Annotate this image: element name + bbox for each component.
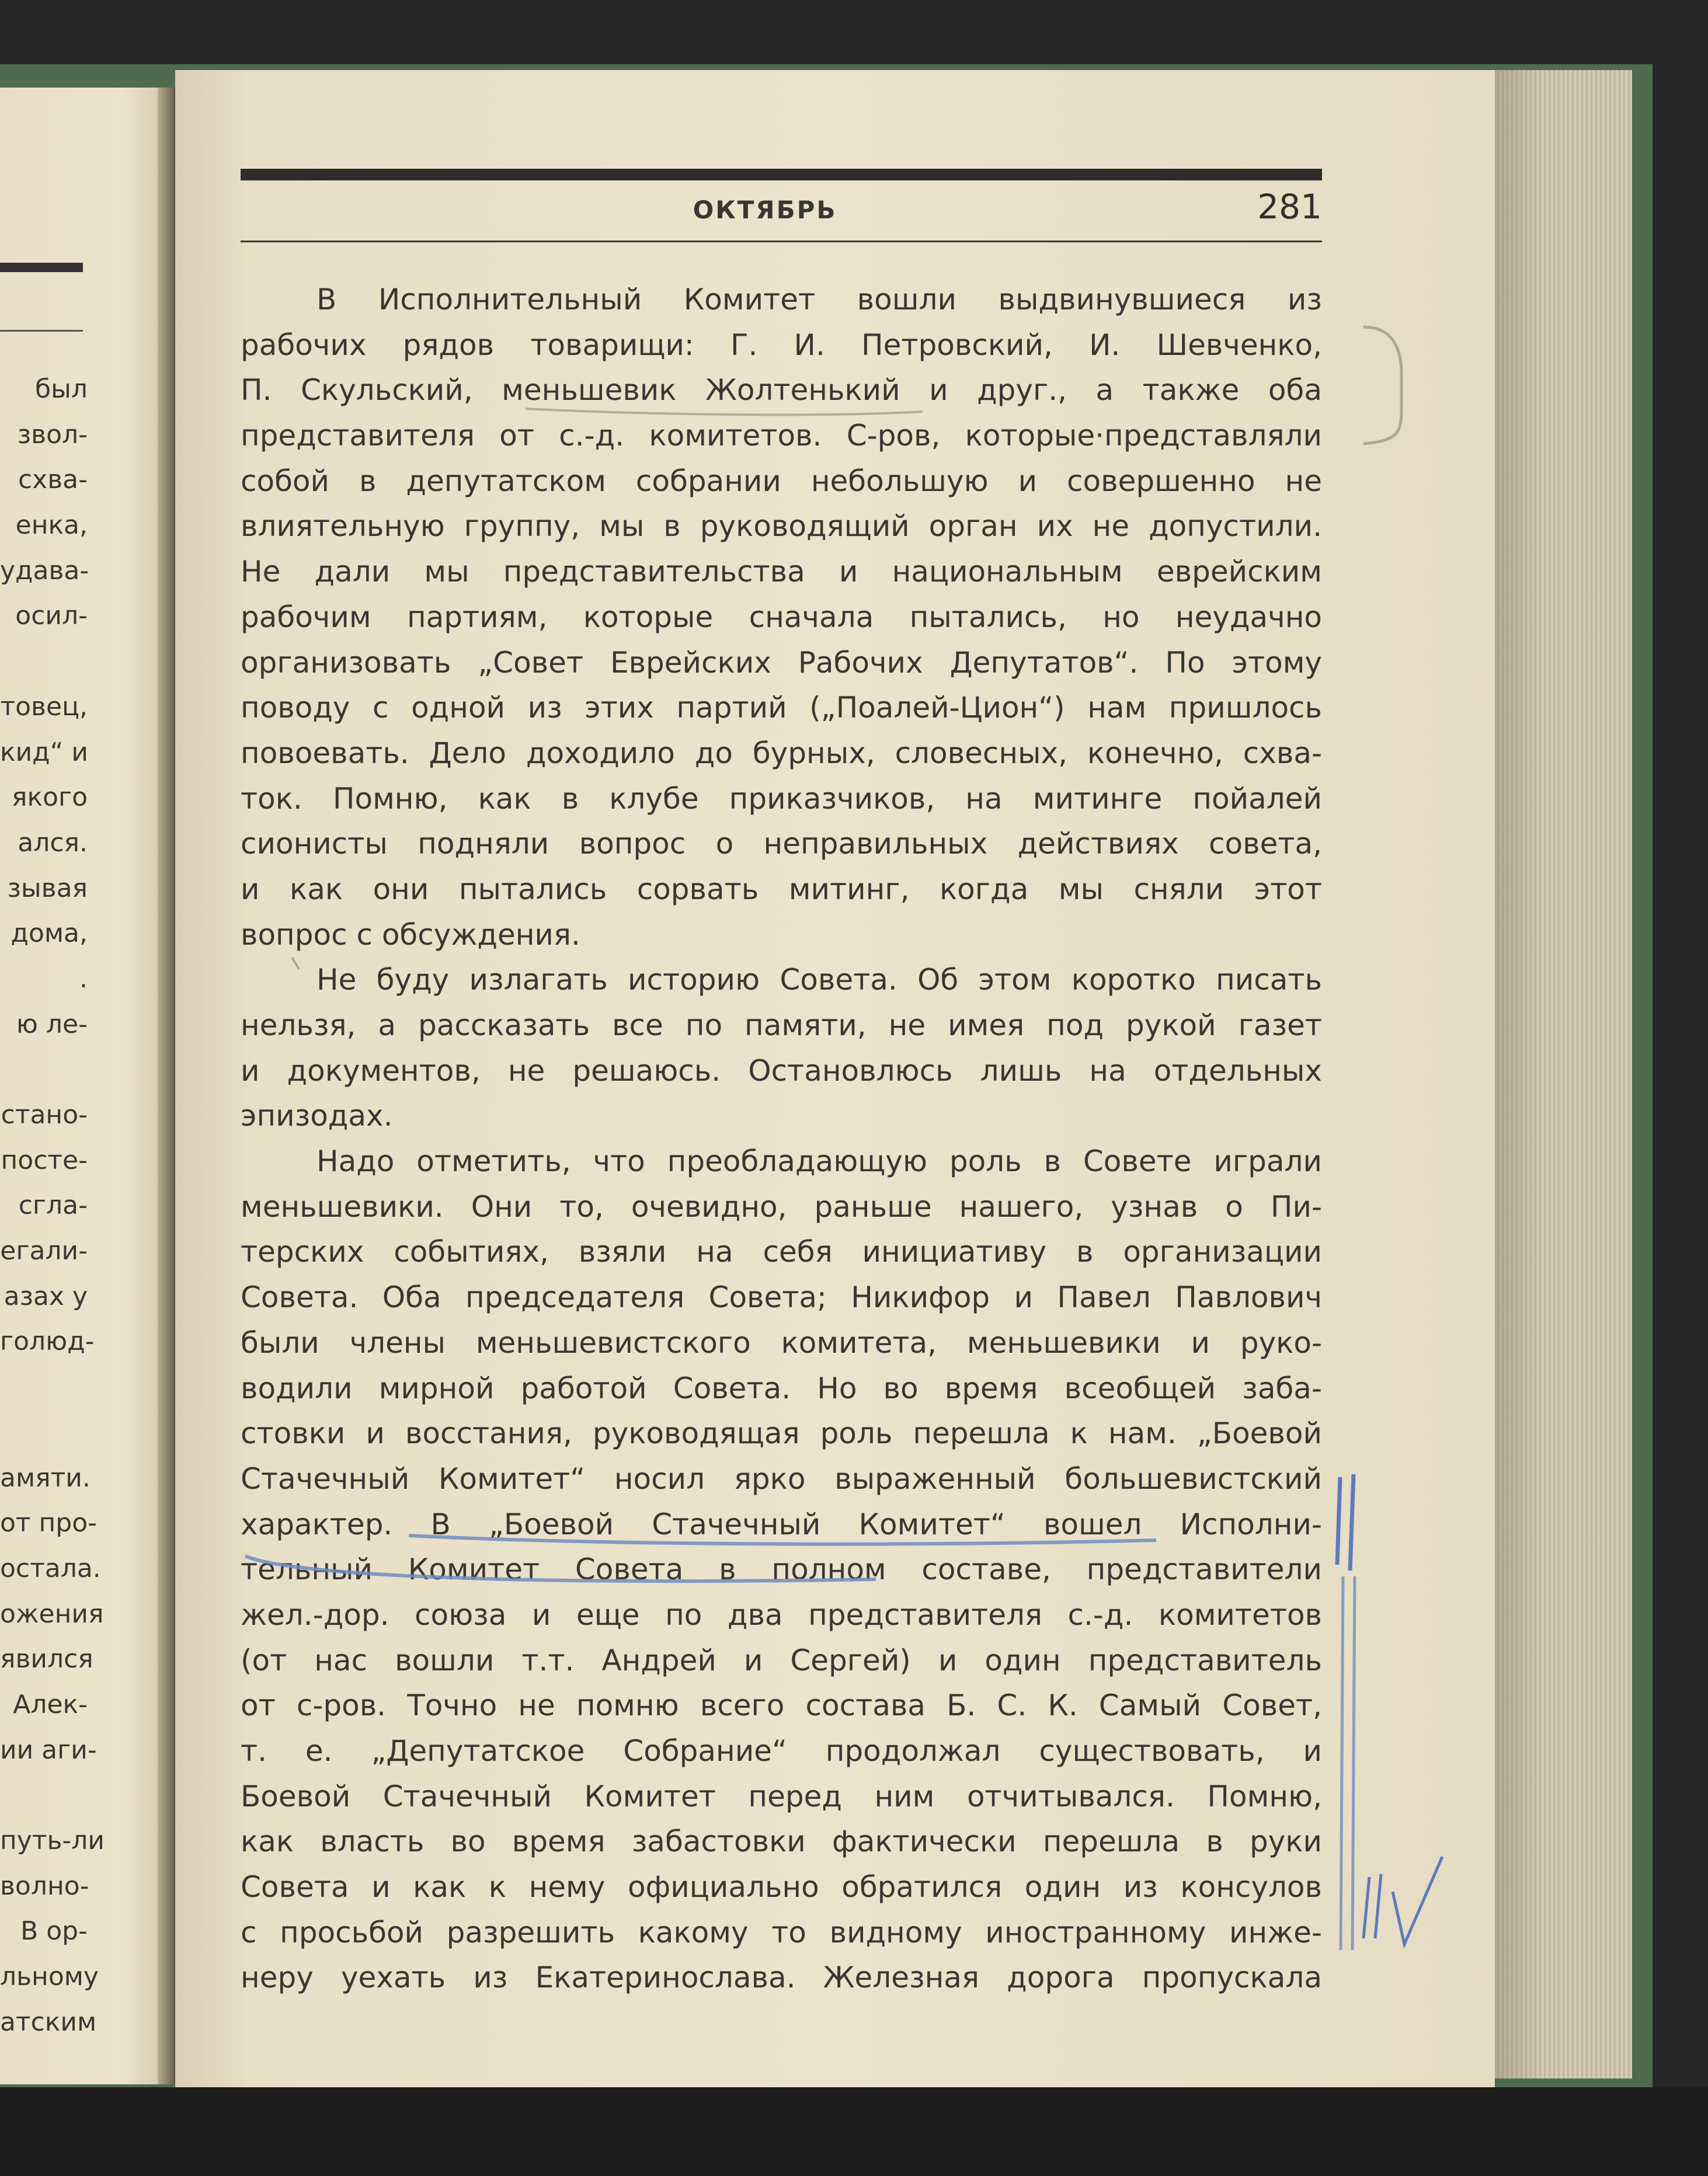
text-line: Боевой Стачечный Комитет перед ним отчитывался. Помню, (241, 1779, 1322, 1813)
left-page-line: схва- (18, 465, 88, 495)
left-page-line: зывая (7, 873, 88, 903)
text-line: рабочим партиям, которые сначала пытались, но неудачно (241, 600, 1322, 634)
page-edges-shade (1495, 70, 1542, 2078)
left-page-line: товец, (0, 691, 88, 722)
left-page-line: кид“ и (0, 737, 88, 767)
text-line: В Исполнительный Комитет вошли выдвинувшиеся из (316, 283, 1322, 316)
text-line: меньшевики. Они то, очевидно, раньше нашего, узнав о Пи- (241, 1189, 1322, 1224)
left-page-line: дома, (11, 918, 88, 949)
left-page-line: ии аги- (0, 1735, 97, 1765)
text-line: и документов, не решаюсь. Остановлюсь лишь на отдельных (241, 1053, 1322, 1088)
left-page-line: егали- (0, 1236, 88, 1266)
left-page-line: волно- (0, 1871, 89, 1901)
text-line: Надо отметить, что преобладающую роль в Совете играли (316, 1144, 1322, 1179)
left-page-line: от про- (0, 1508, 98, 1538)
text-line: жел.-дор. союза и еще по два представителя с.-д. комитетов (241, 1597, 1322, 1632)
text-line: Не дали мы представительства и национальным еврейским (241, 555, 1322, 589)
left-page-line: В ор- (20, 1916, 88, 1947)
left-page-line: Алек- (13, 1689, 88, 1719)
left-page-thin-rule (0, 330, 83, 332)
text-line: вопрос с обсуждения. (241, 917, 580, 952)
left-page-line (0, 1047, 88, 1092)
left-page-line: посте- (1, 1145, 88, 1175)
left-page-line (0, 1410, 88, 1456)
left-page-line (0, 639, 88, 684)
bottom-shadow (0, 2087, 1708, 2176)
text-line: неру уехать из Екатеринослава. Железная дорога пропускала (241, 1961, 1322, 1995)
text-line: водили мирной работой Совета. Но во время всеобщей заба- (241, 1371, 1322, 1405)
text-line: рабочих рядов товарищи: Г. И. Петровский, И. Шевченко, (241, 328, 1322, 362)
left-page-line: якого (11, 782, 88, 813)
text-line: Совета. Оба председателя Совета; Никифор и Павел Павлович (241, 1280, 1322, 1315)
text-line: поводу с одной из этих партий („Поалей-Цион“) нам пришлось (241, 691, 1322, 725)
left-page-line (0, 1773, 88, 1818)
text-line: от с-ров. Точно не помню всего состава Б. С. К. Самый Совет, (241, 1688, 1322, 1723)
text-line: стовки и восстания, руководящая роль перешла к нам. „Боевой (241, 1416, 1322, 1451)
left-page-line: амяти. (0, 1463, 91, 1493)
left-page-line: остала. (0, 1553, 101, 1583)
text-line: и как они пытались сорвать митинг, когда мы сняли этот (241, 872, 1322, 906)
text-line: сионисты подняли вопрос о неправильных действиях совета, (241, 827, 1322, 861)
left-page-line: льному (0, 1962, 99, 1992)
text-line: т. е. „Депутатское Собрание“ продолжал существовать, и (241, 1734, 1322, 1768)
left-page-line: азах у (4, 1281, 88, 1311)
text-line: собой в депутатском собрании небольшую и совершенно не (241, 464, 1322, 498)
text-line: с просьбой разрешить какому то видному иностранному инже- (241, 1915, 1322, 1949)
text-line: представителя от с.-д. комитетов. С-ров, которые·представляли (241, 419, 1322, 453)
running-head: ОКТЯБРЬ (693, 196, 837, 224)
text-line: повоевать. Дело доходило до бурных, словесных, конечно, схва- (241, 736, 1322, 770)
left-page (0, 88, 175, 2084)
text-line: как власть во время забастовки фактически перешла в руки (241, 1825, 1322, 1859)
text-line: эпизодах. (241, 1099, 393, 1133)
text-line: влиятельную группу, мы в руководящий орган их не допустили. (241, 509, 1322, 544)
text-line: П. Скульский, меньшевик Жолтенький и друг., а также оба (241, 373, 1322, 408)
header-thin-rule (241, 241, 1322, 242)
left-page-line: звол- (17, 419, 88, 450)
text-line: ток. Помню, как в клубе приказчиков, на митинге пойалей (241, 781, 1322, 816)
left-page-line: удава- (0, 555, 89, 586)
text-line: (от нас вошли т.т. Андрей и Сергей) и один представитель (241, 1643, 1322, 1677)
left-page-line: енка, (15, 510, 88, 541)
left-page-line: стано- (1, 1100, 88, 1130)
text-line: были члены меньшевистского комитета, меньшевики и руко- (241, 1325, 1322, 1360)
text-line: Совета и как к нему официально обратился один из консулов (241, 1870, 1322, 1905)
text-line: тельный Комитет Совета в полном составе, представители (241, 1552, 1322, 1587)
left-page-line: ю ле- (16, 1009, 88, 1039)
left-page-header-rule (0, 263, 83, 272)
left-page-line: путь-ли (0, 1826, 105, 1855)
left-page-line: . (79, 963, 88, 994)
left-page-line: ался. (18, 827, 88, 858)
left-page-line (0, 1364, 88, 1410)
left-page-line: голюд- (0, 1327, 95, 1357)
text-line: организовать „Совет Еврейских Рабочих Депутатов“. По этому (241, 645, 1322, 680)
left-page-line: явился (0, 1644, 93, 1674)
page-number: 281 (1257, 187, 1322, 227)
text-line: нельзя, а рассказать все по памяти, не имея под рукой газет (241, 1008, 1322, 1042)
left-page-text (0, 367, 105, 2045)
text-line: Не буду излагать историю Совета. Об этом коротко писать (316, 963, 1322, 997)
body-text (241, 277, 1322, 2001)
left-page-line: осил- (15, 601, 88, 631)
header-thick-rule (241, 169, 1322, 180)
left-page-line: ожения (0, 1599, 104, 1629)
left-page-line: сгла- (18, 1190, 88, 1221)
left-page-line: был (35, 374, 88, 404)
text-line: Стачечный Комитет“ носил ярко выраженный большевистский (241, 1461, 1322, 1496)
text-line: терских событиях, взяли на себя инициативу в организации (241, 1235, 1322, 1269)
text-line: характер. В „Боевой Стачечный Комитет“ вошел Исполни- (241, 1507, 1322, 1541)
left-page-line: атским (0, 2007, 97, 2037)
